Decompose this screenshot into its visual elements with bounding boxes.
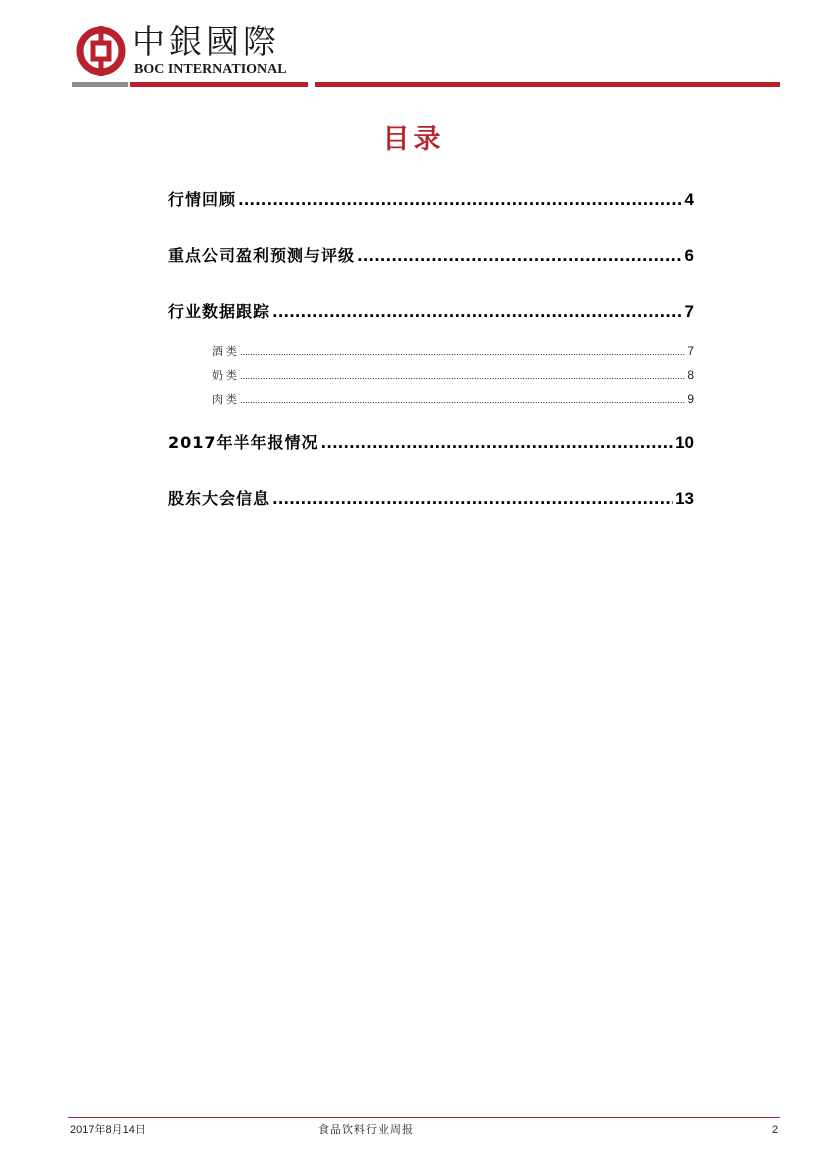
footer-rule (68, 1117, 780, 1118)
toc-page-number: 6 (684, 246, 694, 265)
toc-entry-label: 重点公司盈利预测与评级 (168, 246, 356, 265)
toc-leader-dots (321, 432, 674, 454)
toc-title: 目录 (382, 124, 445, 155)
boc-coin-icon (76, 26, 126, 76)
toc-leader-dots (272, 488, 673, 510)
toc-entry-label: 酒类 (212, 345, 240, 358)
toc-entry-label: 行业数据跟踪 (168, 302, 271, 321)
toc-leader-dots (240, 369, 685, 385)
toc-entry-half-year-report[interactable] (168, 432, 694, 454)
toc-entry-earnings-forecast[interactable] (168, 245, 694, 267)
toc-entry-label: 2017年半年报情况 (168, 433, 319, 452)
footer-page-number: 2 (772, 1124, 779, 1136)
toc-entry-label: 肉类 (212, 393, 240, 406)
header-rule-red (130, 82, 308, 87)
toc-page-number: 4 (684, 190, 694, 209)
toc-entry-shareholder-meetings[interactable] (168, 488, 694, 510)
toc-entry-market-review[interactable] (168, 189, 694, 211)
toc-entry-liquor[interactable] (212, 343, 694, 361)
toc-entry-dairy[interactable] (212, 367, 694, 385)
toc-leader-dots (272, 301, 683, 323)
toc-leader-dots (240, 345, 685, 361)
toc-page-number: 13 (675, 489, 694, 508)
toc-page-number: 10 (675, 433, 694, 452)
toc-leader-dots (238, 189, 683, 211)
header-rule-gray (72, 82, 128, 87)
toc-leader-dots (240, 393, 685, 409)
header-rule-red-long (315, 82, 780, 87)
toc-page-number: 7 (684, 302, 694, 321)
toc-entry-label: 奶类 (212, 369, 240, 382)
boc-logo (72, 24, 312, 80)
logo-chinese-name: 中銀國際 (132, 22, 280, 61)
toc-leader-dots (357, 245, 683, 267)
toc-entry-meat[interactable] (212, 391, 694, 409)
logo-english-name: BOC INTERNATIONAL (134, 62, 287, 77)
toc-page-number: 8 (687, 368, 694, 382)
footer-report-name: 食品饮料行业周报 (318, 1123, 414, 1136)
toc-entry-label: 股东大会信息 (168, 489, 271, 508)
toc-page-number: 7 (687, 344, 694, 358)
toc-entry-label: 行情回顾 (168, 190, 237, 209)
toc-page-number: 9 (687, 392, 694, 406)
footer-date: 2017年8月14日 (70, 1124, 146, 1136)
toc-entry-industry-data[interactable] (168, 301, 694, 323)
